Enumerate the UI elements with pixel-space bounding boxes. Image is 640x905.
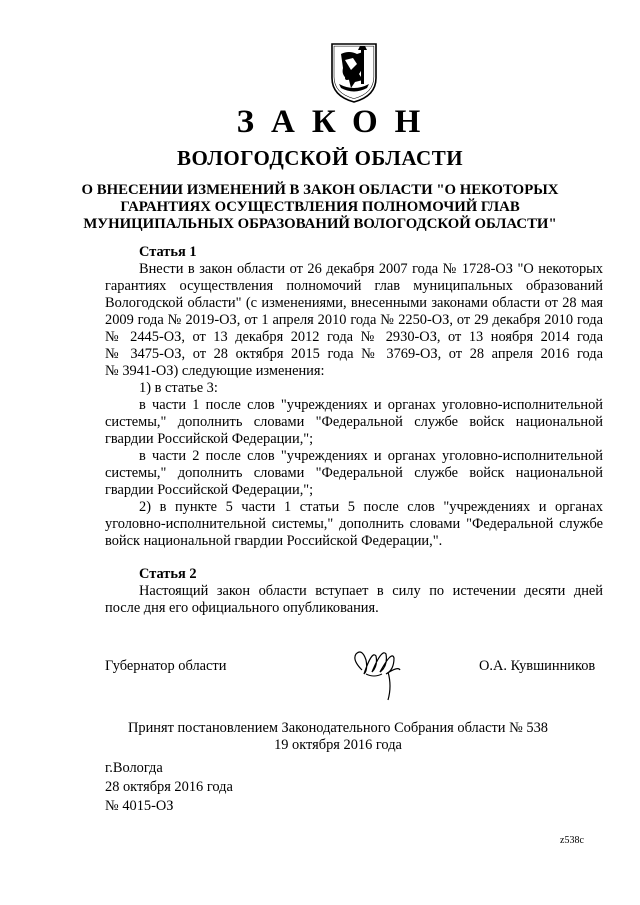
adoption-note [0,720,640,754]
law-number: № 4015-ОЗ [105,798,174,814]
subject-line: О ВНЕСЕНИИ ИЗМЕНЕНИЙ В ЗАКОН ОБЛАСТИ "О НЕКОТОРЫХ [81,182,559,198]
document-title: ЗАКОН [236,104,438,140]
text-line: 2009 года № 2019-ОЗ, от 1 апреля 2010 года № 2250-ОЗ, от 29 декабря 2010 года [105,312,603,328]
article-2-heading: Статья 2 [139,566,197,582]
coat-of-arms-icon [327,40,381,104]
text-line: уголовно-исполнительной системы," дополнить словами "Федеральной службе [105,516,603,532]
signatory-position: Губернатор области [105,658,227,674]
handwritten-signature [342,640,412,706]
text-line: № 2445-ОЗ, от 13 декабря 2012 года № 2930-ОЗ, от 13 ноября 2014 года [105,329,603,345]
signing-date: 28 октября 2016 года [105,779,233,795]
signatory-name: О.А. Кувшинников [479,658,596,674]
text-line: Настоящий закон области вступает в силу по истечении десяти дней [139,583,603,599]
signing-city: г.Вологда [105,760,163,776]
document-code: z538c [560,835,584,846]
subject-line: МУНИЦИПАЛЬНЫХ ОБРАЗОВАНИЙ ВОЛОГОДСКОЙ ОБЛАСТИ" [83,216,557,232]
text-line: Внести в закон области от 26 декабря 2007 года № 1728-ОЗ "О некоторых [139,261,603,277]
article-1 [105,244,603,550]
adoption-date: 19 октября 2016 года [274,737,402,753]
text-line: № 3475-ОЗ, от 28 октября 2015 года № 3769-ОЗ, от 28 апреля 2016 года [105,346,603,362]
text-line: гвардии Российской Федерации,"; [105,431,314,447]
text-line: в части 2 после слов "учреждениях и органах уголовно-исполнительной [139,448,603,464]
adoption-line: Принят постановлением Законодательного Собрания области № 538 [127,720,548,736]
text-line: гвардии Российской Федерации,"; [105,482,314,498]
text-line: войск национальной гвардии Российской Федерации,". [105,533,443,549]
text-line: системы," дополнить словами "Федеральной службе войск национальной [105,465,603,481]
text-line: гарантиях осуществления полномочий глав муниципальных образований [105,278,603,294]
signing-details [105,759,233,816]
item-1: 1) в статье 3: [139,380,218,396]
subject-line: ГАРАНТИЯХ ОСУЩЕСТВЛЕНИЯ ПОЛНОМОЧИЙ ГЛАВ [120,199,520,215]
article-2 [105,566,603,617]
text-line: № 3941-ОЗ) следующие изменения: [105,363,325,379]
text-line: в части 1 после слов "учреждениях и органах уголовно-исполнительной [139,397,603,413]
text-line: 2) в пункте 5 части 1 статьи 5 после слов "учреждениях и органах [139,499,603,515]
region-title: ВОЛОГОДСКОЙ ОБЛАСТИ [176,146,464,170]
article-1-heading: Статья 1 [139,244,197,260]
text-line: Вологодской области" (с изменениями, внесенными законами области от 28 мая [105,295,603,311]
text-line: после дня его официального опубликования. [105,600,379,616]
law-subject [0,182,640,233]
text-line: системы," дополнить словами "Федеральной службе войск национальной [105,414,603,430]
